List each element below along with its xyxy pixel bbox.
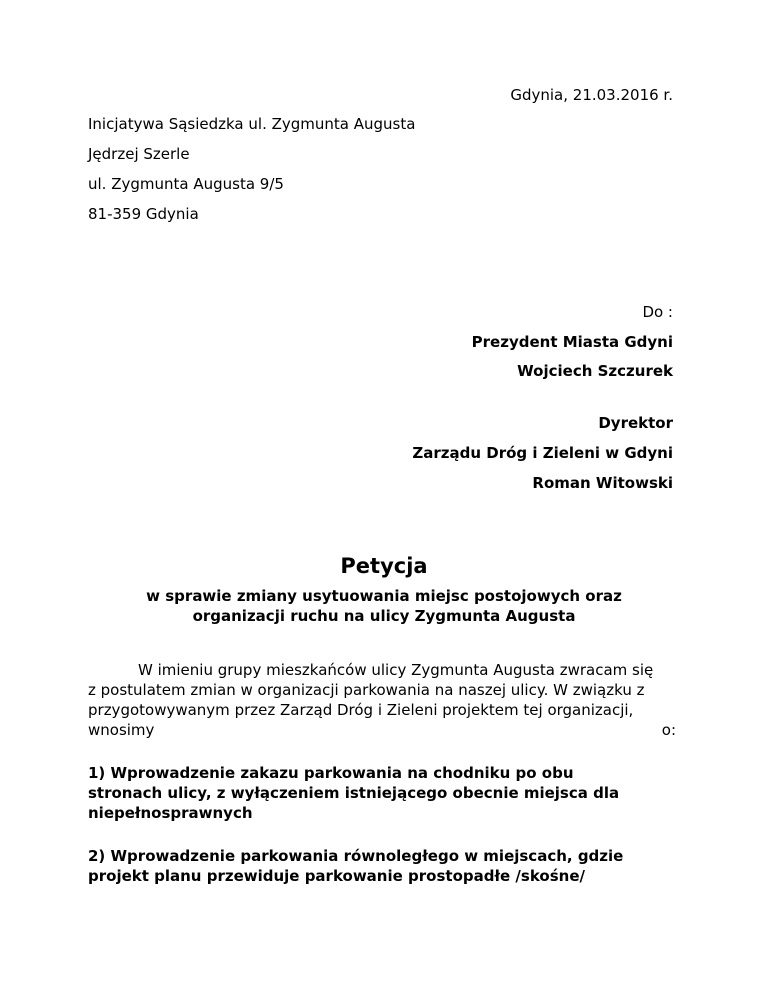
recipient-1-name: Wojciech Szczurek	[517, 362, 673, 380]
intro-line-3: przygotowywanym przez Zarząd Dróg i Zieleni projektem tej organizacji,	[88, 701, 634, 719]
recipient-2-title: Dyrektor	[598, 414, 673, 432]
recipient-2-name: Roman Witowski	[532, 474, 673, 492]
recipient-1-title: Prezydent Miasta Gdyni	[471, 333, 673, 351]
subtitle-line-1: w sprawie zmiany usytuowania miejsc postojowych oraz	[146, 587, 622, 605]
point-1-line-3: niepełnosprawnych	[88, 804, 253, 822]
sender-street: ul. Zygmunta Augusta 9/5	[88, 175, 284, 193]
recipient-2-office: Zarządu Dróg i Zieleni w Gdyni	[412, 444, 673, 462]
point-2	[88, 846, 688, 886]
sender-organization: Inicjatywa Sąsiedzka ul. Zygmunta Augusta	[88, 115, 416, 133]
sender-name: Jędrzej Szerle	[88, 145, 190, 163]
document-title: Petycja	[340, 554, 428, 578]
intro-line-4-right: o:	[661, 721, 676, 739]
place-date: Gdynia, 21.03.2016 r.	[510, 86, 673, 104]
point-1-line-2: stronach ulicy, z wyłączeniem istniejącego obecnie miejsca dla	[88, 784, 620, 802]
intro-paragraph	[88, 660, 676, 740]
intro-line-4-left: wnosimy	[88, 721, 155, 739]
recipient-to-label: Do :	[642, 303, 673, 321]
point-1-line-1: 1) Wprowadzenie zakazu parkowania na chodniku po obu	[88, 764, 574, 782]
intro-line-2: z postulatem zmian w organizacji parkowania na naszej ulicy. W związku z	[88, 681, 645, 699]
point-2-line-1: 2) Wprowadzenie parkowania równoległego w miejscach, gdzie	[88, 847, 624, 865]
point-1	[88, 763, 688, 823]
intro-line-1: W imieniu grupy mieszkańców ulicy Zygmunta Augusta zwracam się	[138, 661, 654, 679]
intro-line-4	[88, 720, 676, 740]
point-2-line-2: projekt planu przewiduje parkowanie prostopadłe /skośne/	[88, 867, 585, 885]
sender-city: 81-359 Gdynia	[88, 205, 199, 223]
subtitle-line-2: organizacji ruchu na ulicy Zygmunta Augusta	[192, 607, 576, 625]
